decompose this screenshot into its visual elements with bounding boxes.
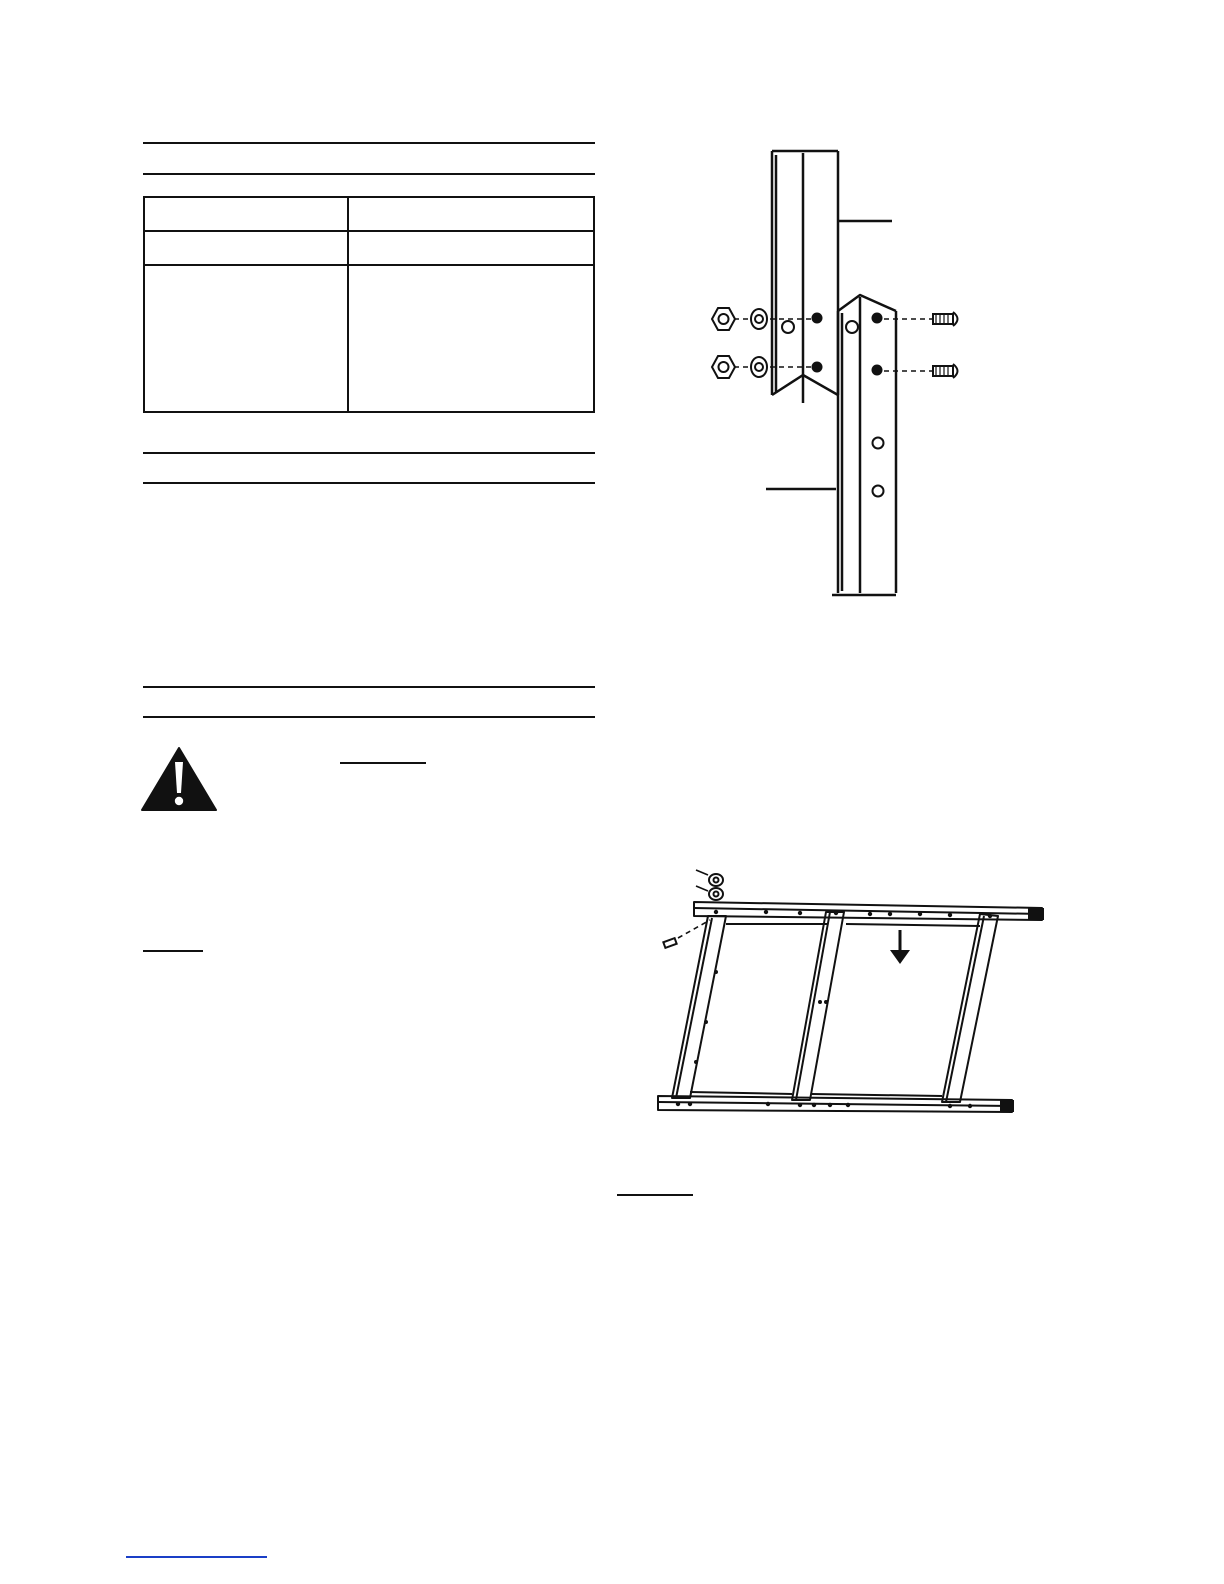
section-2-bottom-rule [143,482,595,484]
section-2-top-rule [143,452,595,454]
frame-assembly-diagram [650,862,1060,1122]
note-heading-underline [143,950,203,952]
spec-table-row-divider [145,230,593,232]
footer-link-underline[interactable] [126,1556,267,1558]
spec-table [143,196,595,413]
section-3-bottom-rule [143,716,595,718]
note-heading-underline [617,1194,693,1196]
section-1-bottom-rule [143,173,595,175]
section-1-top-rule [143,142,595,144]
section-3-top-rule [143,686,595,688]
arrow-down-icon [890,930,910,964]
spec-table-row-divider [145,264,593,266]
bracket-overlap-diagram [700,145,990,605]
warning-triangle-icon [140,746,218,812]
warning-heading-underline [340,762,426,764]
